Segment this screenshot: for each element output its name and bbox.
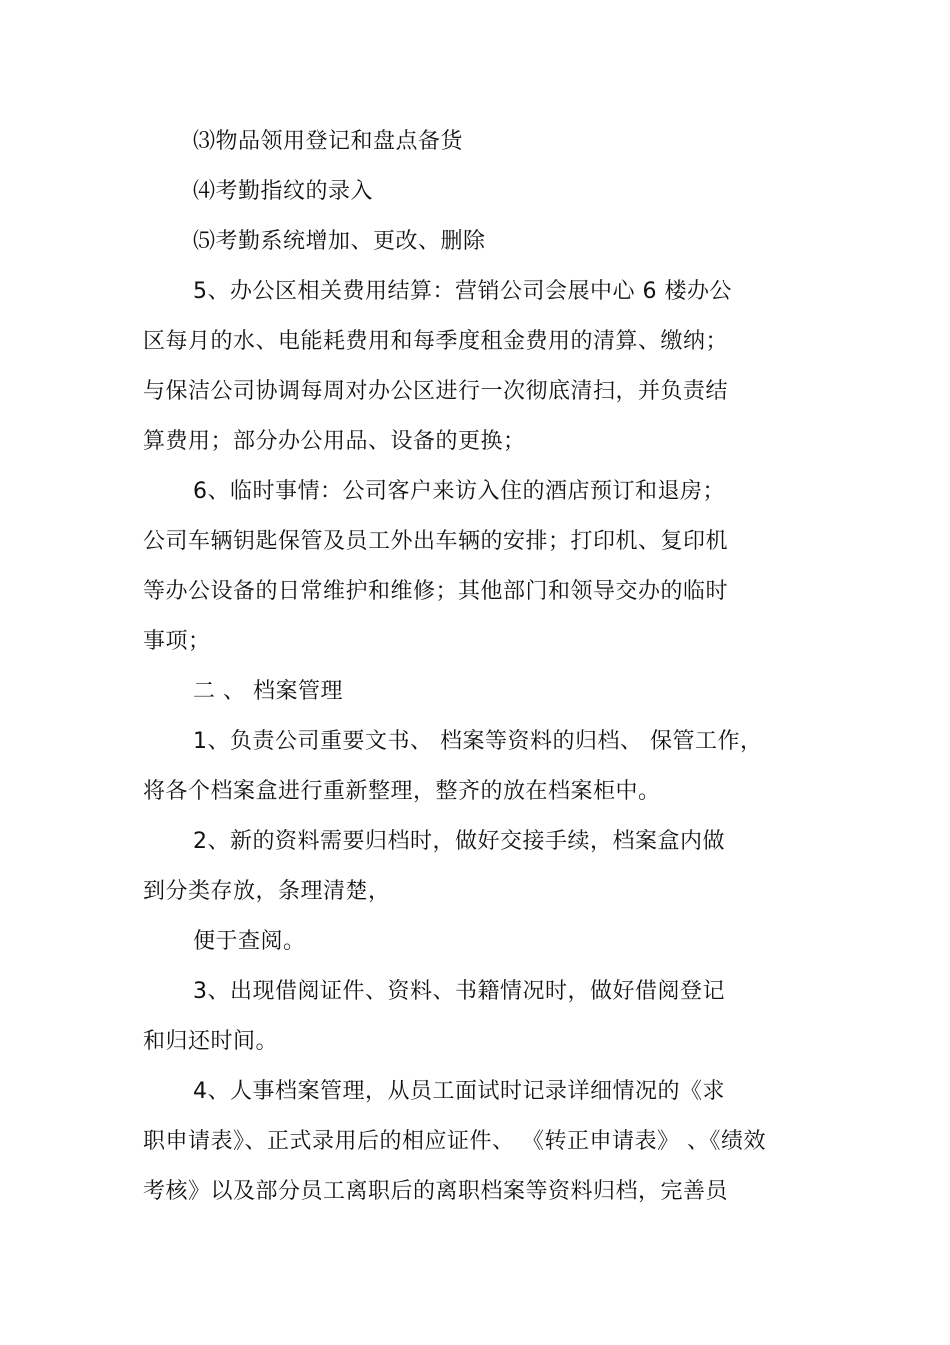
text-line: 将各个档案盒进行重新整理，整齐的放在档案柜中。 <box>143 779 661 804</box>
text-line: 4、人事档案管理，从员工面试时记录详细情况的《求 <box>193 1079 725 1104</box>
text-line: ⑷考勤指纹的录入 <box>193 179 374 204</box>
section-heading: 二 、 档案管理 <box>193 679 343 704</box>
text-line: 便于查阅。 <box>193 929 306 954</box>
text-line: 和归还时间。 <box>143 1029 279 1054</box>
text-line: 2、新的资料需要归档时，做好交接手续，档案盒内做 <box>193 829 725 854</box>
text-line: 5、办公区相关费用结算：营销公司会展中心 6 楼办公 <box>193 279 732 304</box>
text-line: 区每月的水、电能耗费用和每季度租金费用的清算、缴纳； <box>143 329 729 354</box>
text-line: 1、负责公司重要文书、 档案等资料的归档、 保管工作， <box>193 729 763 754</box>
text-line: 算费用；部分办公用品、设备的更换； <box>143 429 526 454</box>
text-line: 职申请表》、正式录用后的相应证件、 《转正申请表》 、《绩效 <box>143 1129 766 1154</box>
text-line: 等办公设备的日常维护和维修；其他部门和领导交办的临时 <box>143 579 729 604</box>
text-line: 到分类存放，条理清楚， <box>143 879 391 904</box>
text-line: 与保洁公司协调每周对办公区进行一次彻底清扫，并负责结 <box>143 379 729 404</box>
text-line: 事项； <box>143 629 211 654</box>
text-line: ⑶物品领用登记和盘点备货 <box>193 129 464 154</box>
text-line: 6、临时事情：公司客户来访入住的酒店预订和退房； <box>193 479 725 504</box>
text-line: ⑸考勤系统增加、更改、删除 <box>193 229 486 254</box>
text-line: 公司车辆钥匙保管及员工外出车辆的安排；打印机、复印机 <box>143 529 729 554</box>
text-line: 3、出现借阅证件、资料、书籍情况时，做好借阅登记 <box>193 979 725 1004</box>
text-line: 考核》以及部分员工离职后的离职档案等资料归档，完善员 <box>143 1179 729 1204</box>
